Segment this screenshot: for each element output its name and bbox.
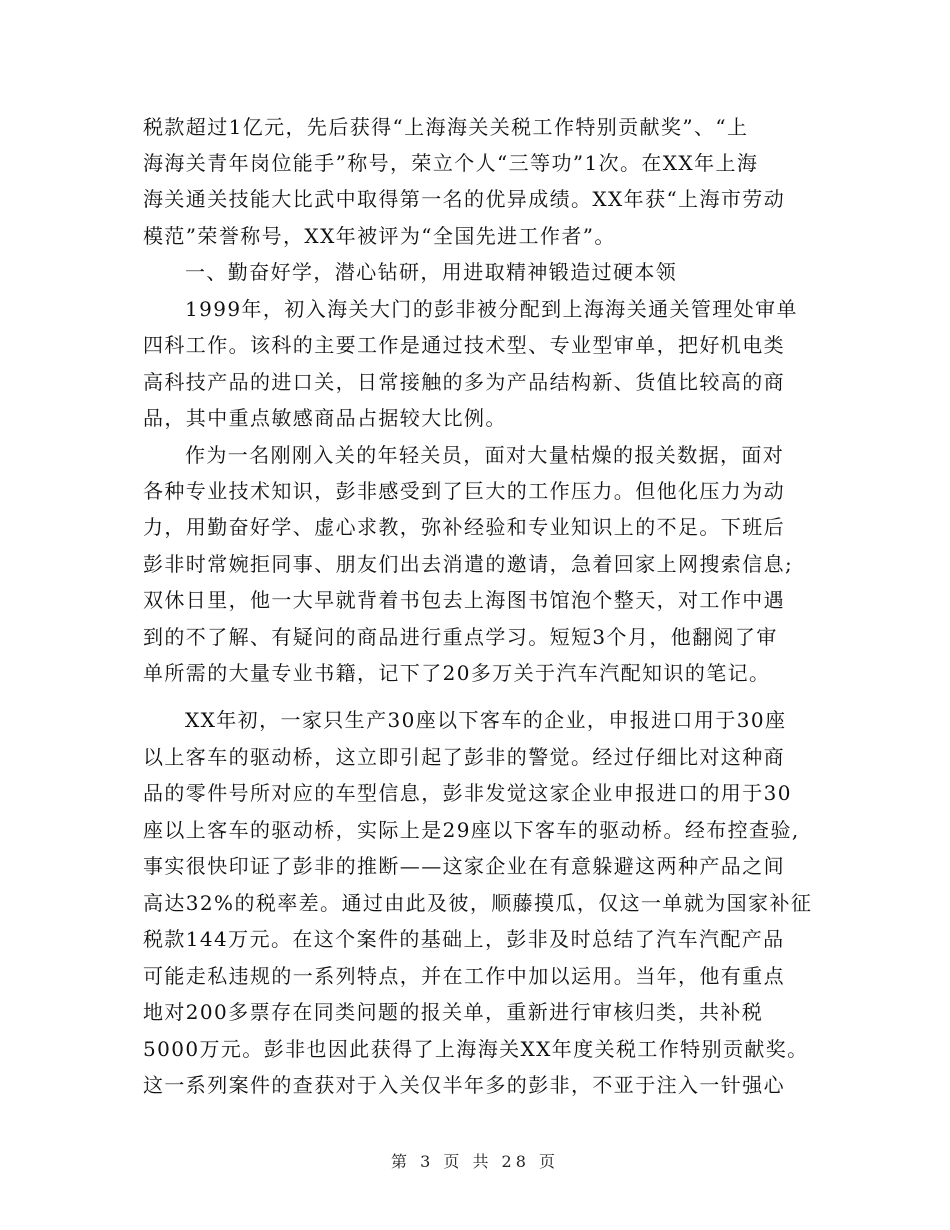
text-line: 税款144万元。在这个案件的基础上，彭非及时总结了汽车汽配产品 bbox=[143, 927, 785, 951]
text-line: 四科工作。该科的主要工作是通过技术型、专业型审单，把好机电类 bbox=[143, 333, 785, 357]
text-line: 品，其中重点敏感商品占据较大比例。 bbox=[143, 406, 507, 430]
section-heading: 一、勤奋好学，潜心钻研，用进取精神锻造过硬本领 bbox=[185, 260, 678, 284]
text-line: 各种专业技术知识，彭非感受到了巨大的工作压力。但他化压力为动 bbox=[143, 479, 785, 503]
page-number-footer: 第 3 页 共 28 页 bbox=[391, 1152, 559, 1171]
text-line: 品的零件号所对应的车型信息，彭非发觉这家企业申报进口的用于30 bbox=[143, 781, 792, 805]
text-line: 海海关青年岗位能手”称号，荣立个人“三等功”1次。在XX年上海 bbox=[143, 151, 759, 175]
text-line: 地对200多票存在同类问题的报关单，重新进行审核归类，共补税 bbox=[143, 1000, 764, 1024]
text-line: 以上客车的驱动桥，这立即引起了彭非的警觉。经过仔细比对这种商 bbox=[143, 745, 785, 769]
text-line: 海关通关技能大比武中取得第一名的优异成绩。XX年获“上海市劳动 bbox=[143, 187, 786, 211]
text-line: XX年初，一家只生产30座以下客车的企业，申报进口用于30座 bbox=[185, 708, 787, 732]
text-line: 5000万元。彭非也因此获得了上海海关XX年度关税工作特别贡献奖。 bbox=[143, 1037, 809, 1061]
text-line: 1999年，初入海关大门的彭非被分配到上海海关通关管理处审单 bbox=[185, 297, 798, 321]
text-line: 彭非时常婉拒同事、朋友们出去消遣的邀请，急着回家上网搜索信息; bbox=[143, 552, 794, 576]
text-line: 事实很快印证了彭非的推断——这家企业在有意躲避这两种产品之间 bbox=[143, 854, 785, 878]
text-line: 单所需的大量专业书籍，记下了20多万关于汽车汽配知识的笔记。 bbox=[143, 661, 771, 685]
text-line: 可能走私违规的一系列特点，并在工作中加以运用。当年，他有重点 bbox=[143, 964, 785, 988]
text-line: 这一系列案件的查获对于入关仅半年多的彭非，不亚于注入一针强心 bbox=[143, 1073, 785, 1097]
text-line: 模范”荣誉称号，XX年被评为“全国先进工作者”。 bbox=[143, 224, 616, 248]
text-line: 力，用勤奋好学、虚心求教，弥补经验和专业知识上的不足。下班后 bbox=[143, 515, 785, 539]
text-line: 作为一名刚刚入关的年轻关员，面对大量枯燥的报关数据，面对 bbox=[185, 443, 785, 467]
text-line: 税款超过1亿元，先后获得“上海海关关税工作特别贡献奖”、“上 bbox=[143, 115, 749, 139]
text-line: 高科技产品的进口关，日常接触的多为产品结构新、货值比较高的商 bbox=[143, 370, 785, 394]
text-line: 双休日里，他一大早就背着书包去上海图书馆泡个整天，对工作中遇 bbox=[143, 588, 785, 612]
text-line: 到的不了解、有疑问的商品进行重点学习。短短3个月，他翻阅了审 bbox=[143, 625, 778, 649]
text-line: 高达32%的税率差。通过由此及彼，顺藤摸瓜，仅这一单就为国家补征 bbox=[143, 891, 813, 915]
text-line: 座以上客车的驱动桥，实际上是29座以下客车的驱动桥。经布控查验, bbox=[143, 818, 800, 842]
